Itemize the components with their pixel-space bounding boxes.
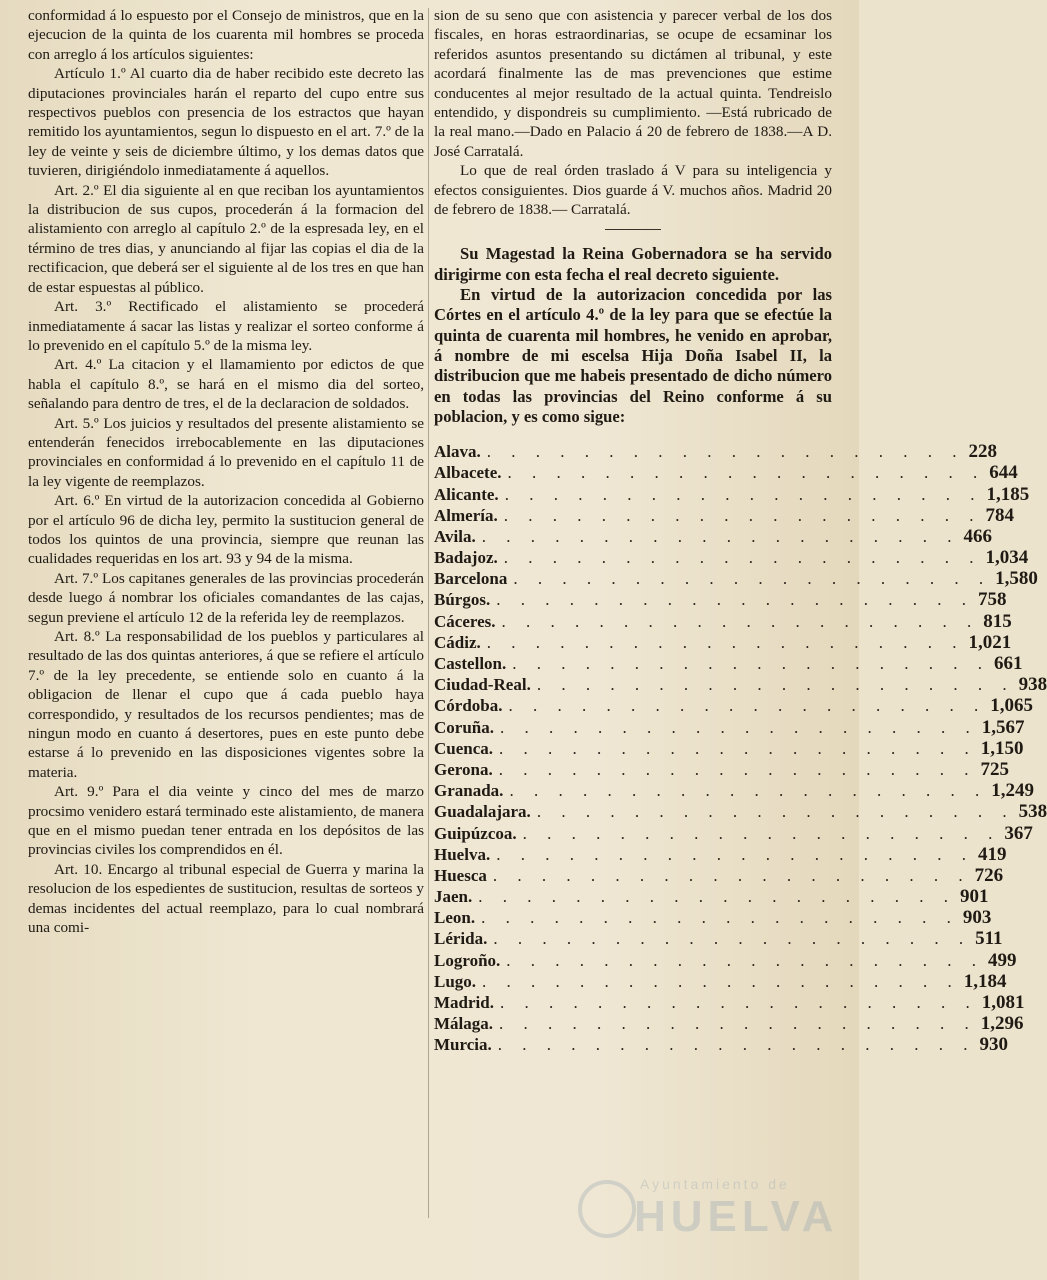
right-column [434, 6, 1047, 1056]
table-row [434, 864, 1004, 886]
leader-dots: . . . . . . . . . . . . . . . . . . . . [496, 844, 974, 864]
table-row [434, 674, 1047, 696]
left-paragraph-5: Art. 4.º La citacion y el llamamiento por edictos de que habla el capítulo 8.º, se hará en el mismo dia del sorteo, señalando para dentro de tres, el de la declaracion de soldados. [28, 356, 424, 413]
province-name: Huesca [434, 865, 487, 885]
watermark-line2: HUELVA [634, 1192, 839, 1241]
province-name: Avila. [434, 526, 476, 546]
province-name: Barcelona [434, 569, 508, 589]
table-row [434, 992, 1025, 1014]
province-quota: 1,081 [981, 992, 1025, 1014]
leader-dots: . . . . . . . . . . . . . . . . . . . . [496, 590, 974, 610]
leader-dots: . . . . . . . . . . . . . . . . . . . . [499, 993, 978, 1013]
watermark-line1: Ayuntamiento de [640, 1176, 790, 1192]
left-paragraph-9: Art. 8.º La responsabilidad de los pueblos y particulares al resultado de las dos quintas anteriores, á que se refiere el artículo 7.º de la ley precedente, se entiende solo en cuanto á la obligacion de llenar el cupo que á cada pueblo haya correspondido, y resultados de los recursos pendientes; mas de ningun modo en cuanto á desertores, pues en este punto debe estarse á lo prevenido en las disposiciones vigentes sobre la materia. [28, 628, 424, 781]
province-quota: 1,249 [991, 780, 1034, 802]
table-row [434, 737, 1024, 759]
leader-dots: . . . . . . . . . . . . . . . . . . . . [513, 569, 992, 589]
table-row [434, 462, 1018, 484]
left-paragraph-11: Art. 10. Encargo al tribunal especial de Guerra y marina la resolucion de los espedientes de sustitucion, resultas de sorteos y demas incidentes del actual reemplazo, para lo cual nombrará una comi- [28, 860, 424, 937]
table-row [434, 483, 1030, 505]
province-name: Córdoba. [434, 696, 503, 716]
table-row [434, 949, 1017, 971]
province-name: Guadalajara. [434, 802, 531, 822]
table-row [434, 610, 1012, 632]
table-row [434, 504, 1014, 526]
left-paragraph-10: Art. 9.º Para el dia veinte y cinco del mes de marzo procsimo venidero estará terminado este alistamiento, de manera que en el mismo puedan tener entrada en los depósitos de las provincias civiles los comprendidos en él. [28, 783, 424, 859]
leader-dots: . . . . . . . . . . . . . . . . . . . . [486, 632, 965, 652]
watermark [570, 1162, 839, 1242]
royal-decree-intro [434, 244, 832, 427]
table-row [434, 1013, 1024, 1035]
province-quota: 901 [960, 886, 989, 908]
table-row [434, 780, 1034, 802]
leader-dots: . . . . . . . . . . . . . . . . . . . . [499, 717, 978, 737]
province-quota: 1,034 [985, 547, 1029, 569]
table-row [434, 589, 1007, 611]
leader-dots: . . . . . . . . . . . . . . . . . . . . [497, 1035, 976, 1055]
province-name: Gerona. [434, 759, 493, 779]
left-paragraph-7: Art. 6.º En virtud de la autorizacion concedida al Gobierno por el artículo 96 de dicha ley, permito la sustitucion general de todos los quintos de una provincia, siempre que reunan las cualidades requeridas en los art. 93 y 94 de la misma. [28, 492, 424, 568]
province-quota: 784 [985, 504, 1014, 526]
section-separator [605, 229, 661, 230]
leader-dots: . . . . . . . . . . . . . . . . . . . . [499, 738, 977, 758]
province-quota: 1,567 [981, 716, 1025, 738]
table-row [434, 801, 1047, 823]
table-row [434, 822, 1033, 844]
province-quota: 930 [979, 1034, 1009, 1056]
province-name: Castellon. [434, 654, 507, 674]
province-quota: 1,185 [986, 483, 1030, 505]
table-row [434, 758, 1009, 780]
province-quota: 903 [962, 907, 992, 929]
province-name: Murcia. [434, 1035, 492, 1055]
left-paragraph-2: Artículo 1.º Al cuarto dia de haber recibido este decreto las diputaciones provinciales harán el reparto del cupo entre sus respectivos pueblos con presencia de los estractos que hayan remitido los ayuntamientos, segun lo dispuesto en el art. 7.º de la ley de veinte y seis de diciembre último, y los demas datos que tuvieren, dirigiéndolo inmediatamente á aquellos. [28, 65, 424, 180]
province-distribution-table [434, 441, 1047, 1056]
province-quota: 1,296 [980, 1013, 1024, 1035]
province-name: Albacete. [434, 463, 502, 483]
table-row [434, 970, 1007, 992]
province-quota: 419 [977, 843, 1007, 865]
leader-dots: . . . . . . . . . . . . . . . . . . . . [509, 781, 988, 801]
province-name: Alicante. [434, 484, 499, 504]
table-row [434, 441, 997, 463]
table-row [434, 631, 1012, 653]
column-divider [428, 8, 429, 1218]
province-quota: 661 [994, 653, 1023, 675]
leader-dots: . . . . . . . . . . . . . . . . . . . . [499, 1014, 977, 1034]
left-paragraph-8: Art. 7.º Los capitanes generales de las provincias procederán desde luego á nombrar los oficiales comandantes de las cajas, segun previene el artículo 12 de la referida ley de reemplazos. [28, 569, 424, 626]
province-name: Guipúzcoa. [434, 823, 517, 843]
province-quota: 726 [974, 864, 1004, 886]
province-name: Badajoz. [434, 548, 498, 568]
table-row [434, 843, 1007, 865]
leader-dots: . . . . . . . . . . . . . . . . . . . . [498, 759, 977, 779]
province-quota: 815 [983, 610, 1012, 632]
leader-dots: . . . . . . . . . . . . . . . . . . . . [503, 505, 982, 525]
province-name: Leon. [434, 908, 476, 928]
province-name: Lérida. [434, 929, 488, 949]
leader-dots: . . . . . . . . . . . . . . . . . . . . [522, 823, 1001, 843]
table-row [434, 547, 1029, 569]
province-name: Alava. [434, 442, 481, 462]
leader-dots: . . . . . . . . . . . . . . . . . . . . [512, 654, 990, 674]
province-quota: 1,021 [968, 631, 1012, 653]
left-paragraph-1: conformidad á lo espuesto por el Consejo de ministros, que en la ejecucion de la quinta de los cuarenta mil hombres se proceda con arreglo á los artículos siguientes: [28, 7, 424, 63]
province-name: Ciudad-Real. [434, 675, 531, 695]
leader-dots: . . . . . . . . . . . . . . . . . . . . [481, 526, 960, 546]
leader-dots: . . . . . . . . . . . . . . . . . . . . [507, 463, 986, 483]
province-name: Madrid. [434, 993, 494, 1013]
table-row [434, 907, 992, 929]
province-quota: 644 [989, 462, 1018, 484]
province-quota: 758 [977, 589, 1007, 611]
province-name: Almería. [434, 505, 498, 525]
leader-dots: . . . . . . . . . . . . . . . . . . . . [504, 484, 983, 504]
right-paragraph-1: sion de su seno que con asistencia y parecer verbal de los dos fiscales, en horas estraordinarias, se ocupe de ecsaminar los referidos asuntos presentando su dictámen al tribunal, y este acordará finalmente las de mas prevenciones que estime conducentes al mejor resultado de la actual quinta. Tendreislo entendido, y dispondreis su cumplimiento. —Está rubricado de la real mano.—Dado en Palacio á 20 de febrero de 1838.—A D. José Carratalá. [434, 7, 832, 160]
table-row [434, 525, 992, 547]
province-name: Coruña. [434, 717, 494, 737]
province-quota: 1,065 [990, 695, 1033, 717]
province-quota: 725 [980, 758, 1009, 780]
province-quota: 367 [1004, 822, 1033, 844]
province-name: Logroño. [434, 950, 501, 970]
province-name: Búrgos. [434, 590, 491, 610]
leader-dots: . . . . . . . . . . . . . . . . . . . . [481, 908, 959, 928]
province-quota: 538 [1018, 801, 1047, 823]
decree-paragraph-1: Su Magestad la Reina Gobernadora se ha servido dirigirme con esta fecha el real decreto siguiente. [434, 244, 832, 284]
province-quota: 1,580 [995, 568, 1038, 590]
province-name: Cádiz. [434, 632, 481, 652]
leader-dots: . . . . . . . . . . . . . . . . . . . . [482, 971, 960, 991]
leader-dots: . . . . . . . . . . . . . . . . . . . . [503, 548, 982, 568]
province-name: Cáceres. [434, 611, 496, 631]
table-row [434, 716, 1025, 738]
right-paragraph-2: Lo que de real órden traslado á V para su inteligencia y efectos consiguientes. Dios guarde á V. muchos años. Madrid 20 de febrero de 1838.— Carratalá. [434, 162, 832, 219]
leader-dots: . . . . . . . . . . . . . . . . . . . . [508, 696, 987, 716]
province-quota: 228 [968, 441, 997, 463]
province-name: Lugo. [434, 971, 477, 991]
left-paragraph-6: Art. 5.º Los juicios y resultados del presente alistamiento se entenderán fenecidos irrebocablemente en las diputaciones provinciales en conformidad á lo prevenido en el capítulo 11 de la ley vigente de reemplazos. [28, 414, 424, 490]
decree-conclusion [434, 6, 832, 219]
left-paragraph-4: Art. 3.º Rectificado el alistamiento se procederá inmediatamente á sacar las listas y realizar el sorteo conforme á lo prevenido en el capítulo 5.º de la misma ley. [28, 298, 424, 354]
table-row [434, 568, 1038, 590]
province-name: Málaga. [434, 1014, 494, 1034]
leader-dots: . . . . . . . . . . . . . . . . . . . . [493, 929, 972, 949]
left-paragraph-3: Art. 2.º El dia siguiente al en que reciban los ayuntamientos la distribucion de sus cupos, procederán á la formacion del alistamiento con arreglo al capítulo 2.º de la espresada ley, en el término de tres dias, y anunciando al fijar las copias el dia de la rectificacion, que deberá ser el siguiente al de los tres en que han de estar espuestas al público. [28, 181, 424, 296]
leader-dots: . . . . . . . . . . . . . . . . . . . . [486, 442, 965, 462]
table-row [434, 1034, 1009, 1056]
decree-paragraph-2: En virtud de la autorizacion concedida por las Córtes en el artículo 4.º de la ley para que se efectúe la quinta de cuarenta mil hombres, he venido en aprobar, á nombre de mi escelsa Hija Doña Isabel II, la distribucion que me habeis presentado de dicho número en todas las provincias del Reino conforme á su poblacion, y es como sigue: [434, 285, 832, 426]
province-quota: 1,184 [963, 970, 1007, 992]
province-name: Cuenca. [434, 738, 494, 758]
leader-dots: . . . . . . . . . . . . . . . . . . . . [492, 865, 971, 885]
province-quota: 466 [963, 525, 992, 547]
province-quota: 1,150 [980, 737, 1024, 759]
table-row [434, 695, 1033, 717]
leader-dots: . . . . . . . . . . . . . . . . . . . . [506, 950, 985, 970]
province-name: Huelva. [434, 844, 491, 864]
table-row [434, 886, 989, 908]
province-name: Granada. [434, 781, 504, 801]
province-quota: 511 [975, 928, 1003, 950]
leader-dots: . . . . . . . . . . . . . . . . . . . . [501, 611, 980, 631]
watermark-logo-icon [578, 1180, 636, 1238]
province-quota: 938 [1018, 674, 1047, 696]
province-name: Jaen. [434, 887, 473, 907]
leader-dots: . . . . . . . . . . . . . . . . . . . . [536, 675, 1015, 695]
leader-dots: . . . . . . . . . . . . . . . . . . . . [536, 802, 1015, 822]
table-row [434, 928, 1003, 950]
province-quota: 499 [988, 949, 1017, 971]
leader-dots: . . . . . . . . . . . . . . . . . . . . [478, 887, 956, 907]
left-column [28, 6, 424, 938]
table-row [434, 653, 1023, 675]
